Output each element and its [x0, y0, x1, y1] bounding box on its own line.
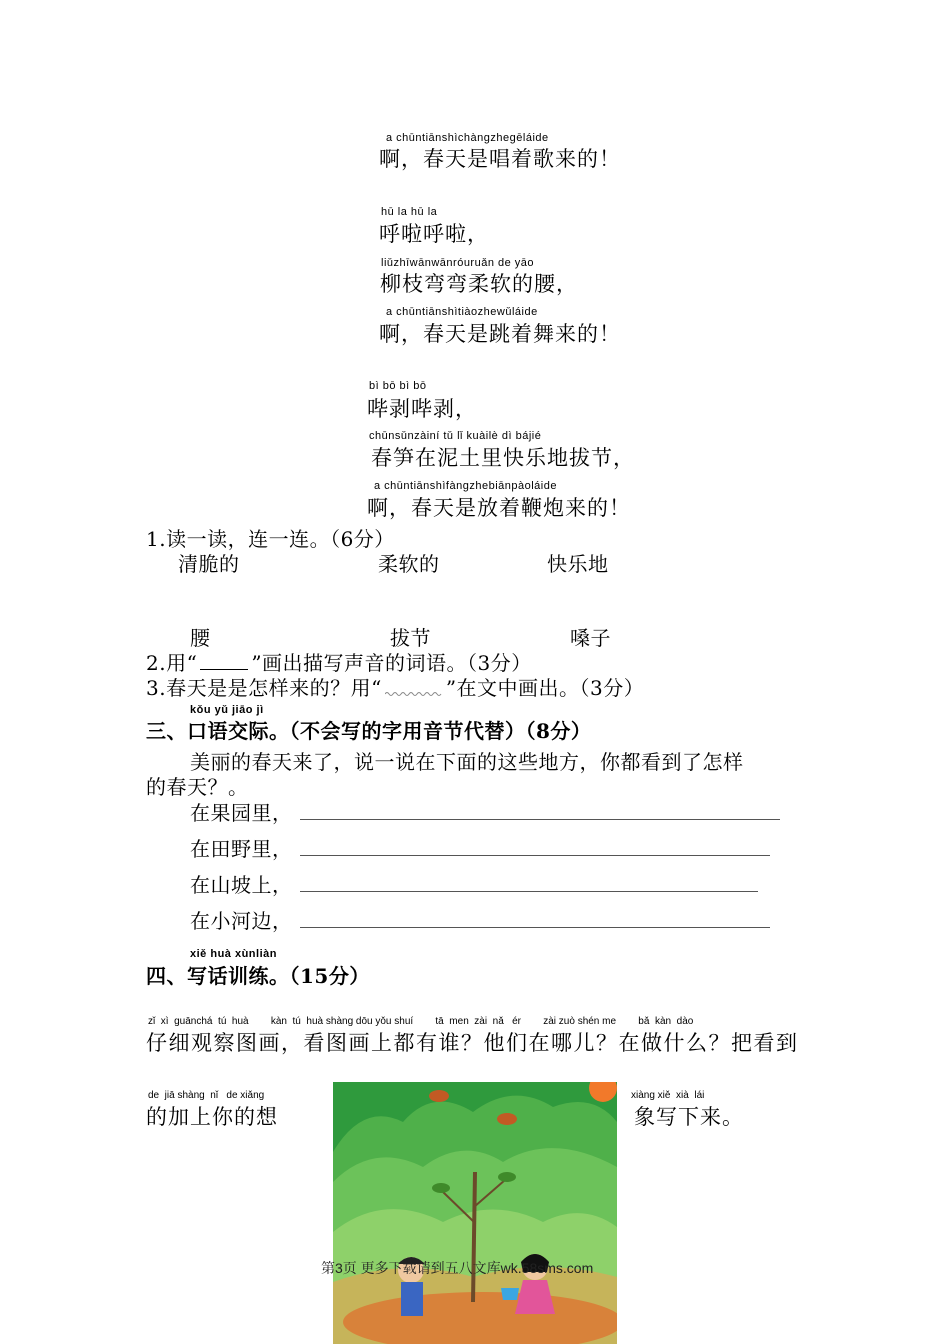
pinyin-line: hū la hū la: [381, 206, 438, 218]
poem-line: 呼啦呼啦，: [379, 222, 489, 246]
match-word-top[interactable]: 柔软的: [378, 552, 440, 576]
answer-label: 在田野里，: [190, 837, 293, 861]
pinyin-line: de jiā shàng nǐ de xiǎng: [148, 1090, 265, 1101]
pinyin-line: a chūntiānshìchàngzhegēláide: [386, 132, 549, 144]
poem-line: 柳枝弯弯柔软的腰，: [380, 272, 578, 296]
pinyin-line: a chūntiānshìfàngzhebiānpàoláide: [374, 480, 557, 492]
pinyin-line: zǐ xì guānchá tú huà kàn tú huà shàng dōu yǒu shuí tā men zài nǎ ér zài zuò shén me bǎ kàn dào: [148, 1016, 694, 1027]
poem-line: 啊，春天是唱着歌来的！: [379, 147, 621, 171]
pinyin-line: bì bō bì bō: [369, 380, 427, 392]
pinyin-line: a chūntiānshìtiàozhewǔláide: [386, 306, 538, 318]
question-2-text: 2.用“: [146, 651, 198, 675]
question-3-text: 3.春天是是怎样来的？用“: [146, 676, 382, 700]
spring-illustration: [333, 1082, 617, 1344]
wavy-line-sample: [385, 679, 443, 695]
question-1-title: 1.读一读，连一连。（6分）: [146, 527, 395, 551]
answer-line[interactable]: [300, 818, 780, 820]
section-3-title: 三、口语交际。（不会写的字用音节代替）（8分）: [146, 719, 592, 743]
answer-label: 在果园里，: [190, 801, 293, 825]
poem-line: 啊，春天是放着鞭炮来的！: [367, 496, 631, 520]
match-word-bottom[interactable]: 腰: [190, 626, 211, 650]
underline-sample: [200, 653, 248, 670]
poem-line: 啊，春天是跳着舞来的！: [379, 322, 621, 346]
section-3-pinyin: kǒu yǔ jiāo jì: [190, 704, 264, 716]
writing-prompt: 仔细观察图画，看图画上都有谁？他们在哪儿？在做什么？把看到: [146, 1031, 799, 1055]
page-footer: 第3页 更多下载请到五八文库wk.58sms.com: [321, 1260, 594, 1276]
section-4-pinyin: xiě huà xùnliàn: [190, 948, 277, 960]
question-3: [146, 672, 644, 701]
answer-line[interactable]: [300, 854, 770, 856]
pinyin-line: liǔzhīwānwānróuruǎn de yāo: [381, 257, 535, 269]
match-word-bottom[interactable]: 拔节: [390, 626, 431, 650]
section-4-title: 四、写话训练。（15分）: [146, 964, 370, 988]
writing-prompt: 的加上你的想: [146, 1105, 278, 1129]
poem-line: 春笋在泥土里快乐地拔节，: [371, 446, 635, 470]
match-word-bottom[interactable]: 嗓子: [570, 626, 611, 650]
section-3-prompt: 的春天？。: [146, 775, 249, 799]
poem-line: 哔剥哔剥，: [367, 397, 477, 421]
question-2-text: ”画出描写声音的词语。（3分）: [251, 651, 532, 675]
answer-label: 在小河边，: [190, 909, 293, 933]
match-word-top[interactable]: 清脆的: [178, 552, 240, 576]
writing-prompt: 象写下来。: [634, 1105, 744, 1129]
pinyin-line: xiàng xiě xià lái: [631, 1090, 705, 1101]
question-3-text: ”在文中画出。（3分）: [445, 676, 645, 700]
match-word-top[interactable]: 快乐地: [547, 552, 609, 576]
answer-line[interactable]: [300, 890, 758, 892]
answer-label: 在山坡上，: [190, 873, 293, 897]
section-3-prompt: 美丽的春天来了，说一说在下面的这些地方，你都看到了怎样: [190, 750, 744, 774]
answer-line[interactable]: [300, 926, 770, 928]
pinyin-line: chūnsǔnzàiní tǔ lǐ kuàilè dì bájié: [369, 430, 542, 442]
